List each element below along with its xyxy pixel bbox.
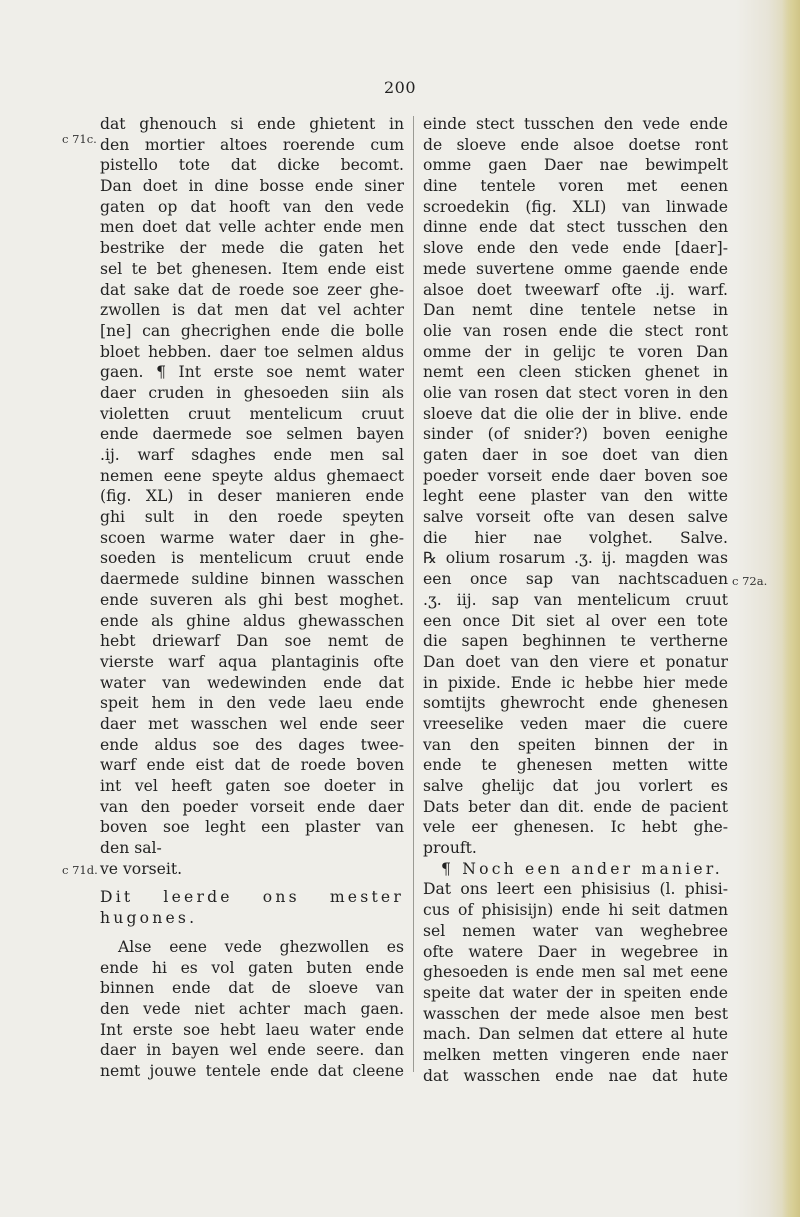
text-line: ghesoeden is ende men sal met eene xyxy=(423,963,728,982)
text-line: hebt driewarf Dan soe nemt de xyxy=(100,632,404,651)
text-line: Dan doet in dine bosse ende siner xyxy=(100,177,404,196)
text-line: bloet hebben. daer toe selmen aldus xyxy=(100,342,404,361)
text-line: omme gaen Daer nae bewimpelt xyxy=(423,156,728,175)
text-line: ende suveren als ghi best moghet. xyxy=(100,590,404,609)
text-line: violetten cruut mentelicum cruut xyxy=(100,404,404,423)
text-line: scoen warme water daer in ghe- xyxy=(100,528,404,547)
text-line: in pixide. Ende ic hebbe hier mede xyxy=(423,673,728,692)
text-line: den sal- xyxy=(100,839,162,858)
text-line: ende hi es vol gaten buten ende xyxy=(100,958,404,977)
text-line: den vede niet achter mach gaen. xyxy=(100,999,404,1018)
text-line: Dan nemt dine tentele netse in xyxy=(423,301,728,320)
text-line: mede suvertene omme gaende ende xyxy=(423,259,728,278)
text-line: prouft. xyxy=(423,839,477,858)
text-line: zwollen is dat men dat vel achter xyxy=(100,301,404,320)
right-column xyxy=(423,114,728,1086)
section-heading: hugones. xyxy=(100,909,198,928)
text-line: sinder (of snider?) boven eenighe xyxy=(423,425,728,444)
text-line: pistello tote dat dicke becomt. xyxy=(100,156,404,175)
text-line: die hier nae volghet. Salve. xyxy=(423,528,728,547)
text-line: vreeselike veden maer die cuere xyxy=(423,714,728,733)
text-line: ende als ghine aldus ghewasschen xyxy=(100,611,404,630)
text-line: gaten op dat hooft van den vede xyxy=(100,197,404,216)
text-line: ¶ Noch een ander manier. xyxy=(441,859,723,878)
text-line: ende aldus soe des dages twee- xyxy=(100,735,404,754)
text-line: sel te bet ghenesen. Item ende eist xyxy=(100,259,404,278)
text-line: omme der in gelijc te voren Dan xyxy=(423,342,728,361)
text-line: nemt jouwe tentele ende dat cleene xyxy=(100,1061,404,1080)
page-number: 200 xyxy=(383,78,417,97)
text-line: soeden is mentelicum cruut ende xyxy=(100,549,404,568)
text-line: Int erste soe hebt laeu water ende xyxy=(100,1020,404,1039)
text-line: cus of phisisijn) ende hi seit datmen xyxy=(423,901,728,920)
text-line: mach. Dan selmen dat ettere al hute xyxy=(423,1025,728,1044)
text-line: int vel heeft gaten soe doeter in xyxy=(100,777,404,795)
text-line: slove ende den vede ende [daer]- xyxy=(423,239,728,258)
text-line: vele eer ghenesen. Ic hebt ghe- xyxy=(423,818,728,837)
text-line: een once sap van nachtscaduen xyxy=(423,570,728,589)
text-line: de sloeve ende alsoe doetse ront xyxy=(423,135,728,154)
text-line: van den speiten binnen der in xyxy=(423,735,728,754)
text-line: bestrike der mede die gaten het xyxy=(100,239,404,258)
text-line: ghi sult in den roede speyten xyxy=(100,508,404,527)
text-line: sloeve dat die olie der in blive. ende xyxy=(423,404,728,423)
left-column xyxy=(100,114,404,1082)
text-line: speite dat water der in speiten ende xyxy=(423,983,728,1002)
text-line: daermede suldine binnen wasschen xyxy=(100,570,404,589)
text-line: Dan doet van den viere et ponatur xyxy=(423,652,728,671)
text-line: ve vorseit. xyxy=(100,859,183,878)
text-line: olie van rosen dat stect voren in den xyxy=(423,383,728,402)
text-line: dinne ende dat stect tusschen den xyxy=(423,218,728,237)
text-line: dat sake dat de roede soe zeer ghe- xyxy=(100,280,404,299)
text-line: daer met wasschen wel ende seer xyxy=(100,714,404,733)
text-line: boven soe leght een plaster van xyxy=(100,818,404,837)
text-line: daer cruden in ghesoeden siin als xyxy=(100,383,404,402)
text-line: ende daermede soe selmen bayen xyxy=(100,425,404,444)
page-edge xyxy=(782,0,800,1217)
margin-note-c72a: c 72a. xyxy=(732,574,768,588)
text-line: Alse eene vede ghezwollen es xyxy=(118,937,404,956)
text-line: (fig. XL) in deser manieren ende xyxy=(100,487,404,506)
text-line: dat wasschen ende nae dat hute xyxy=(423,1066,728,1085)
text-line: een once Dit siet al over een tote xyxy=(423,611,728,630)
text-line: water van wedewinden ende dat xyxy=(100,673,404,692)
text-line: ℞ olium rosarum .ʒ. ij. magden was xyxy=(423,549,728,568)
text-line: einde stect tusschen den vede ende xyxy=(423,115,728,133)
text-line: salve vorseit ofte van desen salve xyxy=(423,508,728,527)
text-line: dine tentele voren met eenen xyxy=(423,177,728,196)
text-line: dat ghenouch si ende ghietent in xyxy=(100,115,404,133)
text-line: alsoe doet tweewarf ofte .ij. warf. xyxy=(423,280,728,299)
column-divider xyxy=(413,116,414,1072)
text-line: van den poeder vorseit ende daer xyxy=(100,797,404,816)
text-line: somtijts ghewrocht ende ghenesen xyxy=(423,694,728,713)
text-line: Dat ons leert een phisisius (l. phisi- xyxy=(423,880,728,899)
text-line: vierste warf aqua plantaginis ofte xyxy=(100,652,404,671)
text-line: sel nemen water van weghebree xyxy=(423,921,728,940)
text-line: scroedekin (fig. XLI) van linwade xyxy=(423,197,728,216)
text-line: melken metten vingeren ende naer xyxy=(423,1045,728,1064)
text-line: binnen ende dat de sloeve van xyxy=(100,979,404,998)
text-line: leght eene plaster van den witte xyxy=(423,487,728,506)
text-line: den mortier altoes roerende cum xyxy=(100,135,404,154)
text-line: die sapen beghinnen te vertherne xyxy=(423,632,728,651)
text-line: speit hem in den vede laeu ende xyxy=(100,694,404,713)
margin-note-c71d: c 71d. xyxy=(62,863,98,877)
text-line: gaten daer in soe doet van dien xyxy=(423,446,728,464)
text-line: ende te ghenesen metten witte xyxy=(423,756,728,775)
text-line: men doet dat velle achter ende men xyxy=(100,218,404,237)
text-line: daer in bayen wel ende seere. dan xyxy=(100,1041,404,1060)
text-line: salve ghelijc dat jou vorlert es xyxy=(423,777,728,795)
text-line: poeder vorseit ende daer boven soe xyxy=(423,466,728,485)
text-line: .ij. warf sdaghes ende men sal xyxy=(100,446,404,464)
text-line: gaen. ¶ Int erste soe nemt water xyxy=(100,363,404,382)
section-heading: Dit leerde ons mester xyxy=(100,888,404,907)
text-line: ofte watere Daer in wegebree in xyxy=(423,942,728,961)
text-line: nemen eene speyte aldus ghemaect xyxy=(100,466,404,485)
text-line: wasschen der mede alsoe men best xyxy=(423,1004,728,1023)
margin-note-c71c: c 71c. xyxy=(62,132,97,146)
text-line: [ne] can ghecrighen ende die bolle xyxy=(100,321,404,340)
text-line: Dats beter dan dit. ende de pacient xyxy=(423,797,728,816)
text-line: olie van rosen ende die stect ront xyxy=(423,321,728,340)
text-line: .ʒ. iij. sap van mentelicum cruut xyxy=(423,590,728,609)
text-line: warf ende eist dat de roede boven xyxy=(100,756,404,775)
text-line: nemt een cleen sticken ghenet in xyxy=(423,363,728,382)
